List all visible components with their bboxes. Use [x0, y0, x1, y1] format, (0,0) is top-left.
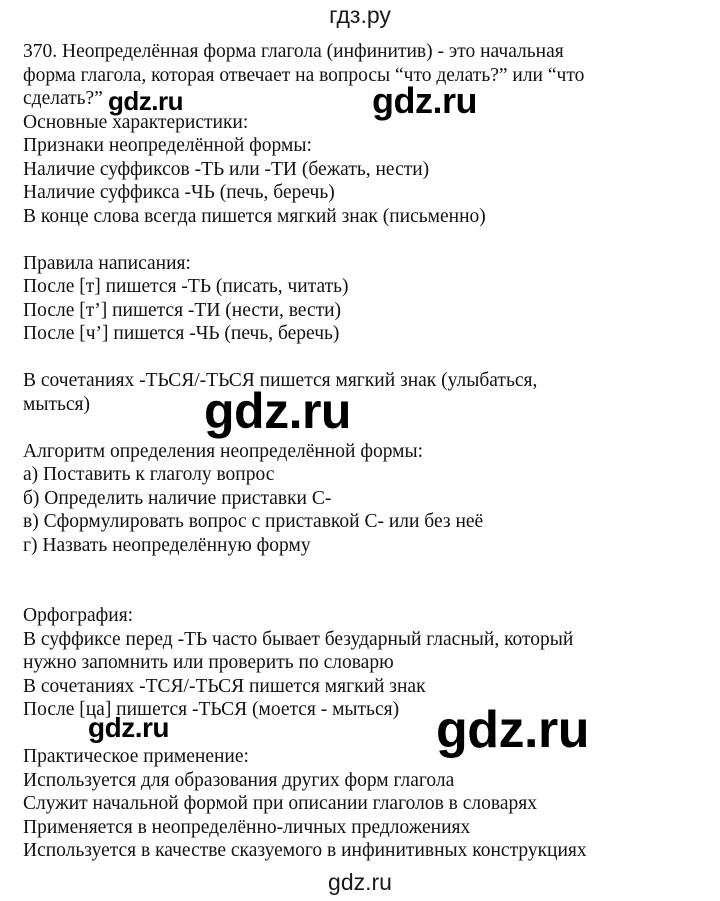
text-line: В сочетаниях -ТЬСЯ/-ТЬСЯ пишется мягкий знак (улыбаться,	[23, 370, 538, 391]
text-line: Алгоритм определения неопределённой формы:	[23, 440, 424, 462]
text-line: Используется для образования других форм глагола	[23, 769, 455, 791]
text-line: нужно запомнить или проверить по словарю	[23, 652, 394, 673]
watermark: gdz.ru	[372, 80, 477, 121]
text-line: Применяется в неопределённо-личных предложениях	[23, 816, 471, 838]
site-footer: gdz.ru	[328, 869, 392, 895]
text-line: а) Поставить к глаголу вопрос	[23, 464, 275, 485]
watermark: gdz.ru	[108, 86, 183, 116]
text-line: Используется в качестве сказуемого в инфинитивных конструкциях	[23, 840, 587, 861]
text-line: в) Сформулировать вопрос с приставкой С- или без неё	[23, 511, 484, 532]
watermark: gdz.ru	[436, 701, 589, 759]
text-line: Правила написания:	[23, 252, 191, 274]
watermark: gdz.ru	[88, 712, 169, 743]
watermark: gdz.ru	[204, 383, 351, 439]
text-line: Служит начальной формой при описании глаголов в словарях	[23, 793, 537, 814]
text-line: После [ца] пишется -ТЬСЯ (моется - мыться)	[23, 699, 400, 720]
text-line: Наличие суффикса -ЧЬ (печь, беречь)	[23, 182, 335, 203]
text-line: После [т] пишется -ТЬ (писать, читать)	[23, 276, 349, 297]
text-line: Наличие суффиксов -ТЬ или -ТИ (бежать, нести)	[23, 158, 430, 180]
text-line: г) Назвать неопределённую форму	[23, 534, 311, 556]
text-line: В конце слова всегда пишется мягкий знак (письменно)	[23, 205, 486, 227]
text-line: После [т’] пишется -ТИ (нести, вести)	[23, 299, 342, 321]
text-line: форма глагола, которая отвечает на вопросы “что делать?” или “что	[23, 64, 585, 86]
text-line: В сочетаниях -ТСЯ/-ТЬСЯ пишется мягкий знак	[23, 675, 426, 697]
text-line: Признаки неопределённой формы:	[23, 135, 312, 156]
text-line: б) Определить наличие приставки С-	[23, 487, 332, 509]
text-line: сделать?”	[23, 88, 103, 109]
text-line: 370. Неопределённая форма глагола (инфинитив) - это начальная	[23, 41, 564, 62]
text-line: В суффиксе перед -ТЬ часто бывает безударный гласный, который	[23, 628, 574, 650]
text-line: мыться)	[23, 393, 90, 415]
text-line: После [ч’] пишется -ЧЬ (печь, беречь)	[23, 323, 340, 344]
text-line: Основные характеристики:	[23, 111, 249, 133]
text-line: Практическое применение:	[23, 746, 249, 767]
text-line: Орфография:	[23, 605, 134, 626]
site-header: гдз.ру	[329, 2, 391, 28]
